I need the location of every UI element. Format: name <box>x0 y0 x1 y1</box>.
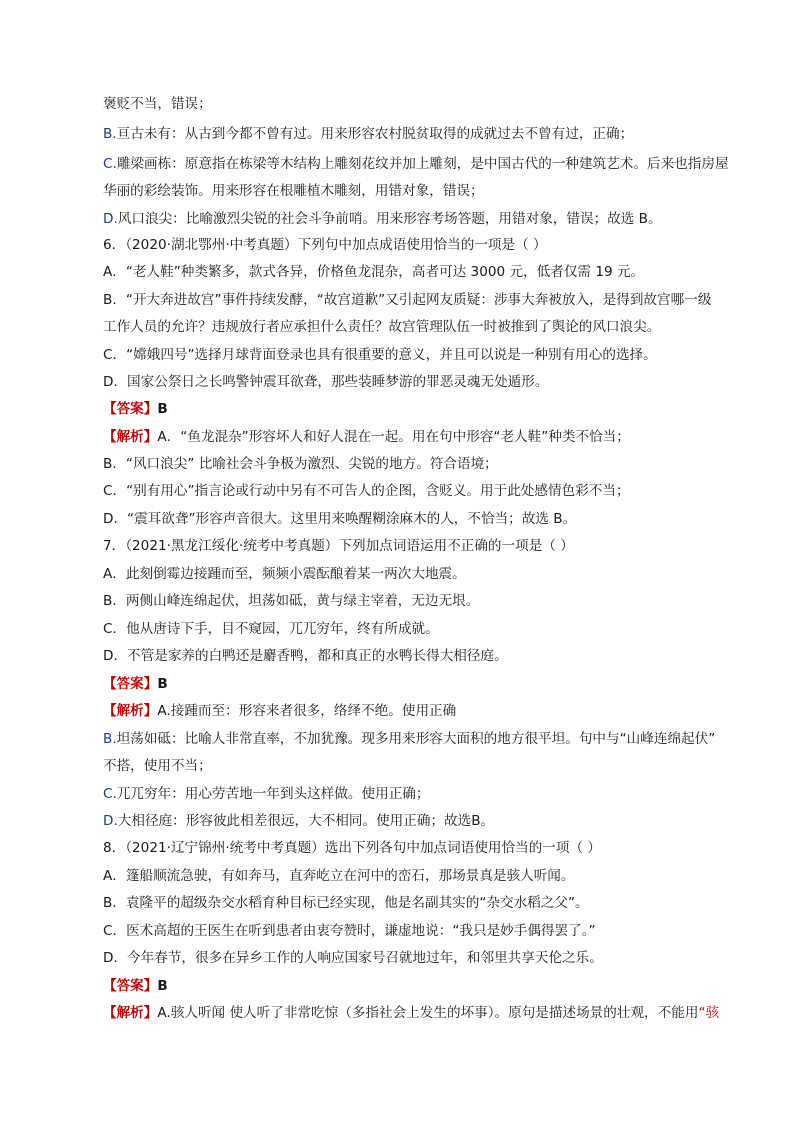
text-line: 工作人员的允许？违规放行者应承担什么责任？故宫管理队伍一时被推到了舆论的风口浪尖。 <box>103 319 661 335</box>
option-line-d: D.风口浪尖：比喻激烈尖锐的社会斗争前哨。用来形容考场答题，用错对象，错误；故选 B。 <box>103 211 662 227</box>
text-line: 华丽的彩绘装饰。用来形容在根雕植木雕刻，用错对象，错误； <box>103 183 484 199</box>
q7-option-d: D．不管是家养的白鸭还是麝香鸭，都和真正的水鸭长得大相径庭。 <box>103 648 508 664</box>
q6-option-b: B．“开大奔进故宫”事件持续发酵，“故宫道歉”又引起网友质疑：涉事大奔被放入，是得到故宫哪一级 <box>103 292 712 308</box>
q6-option-a: A．“老人鞋”种类繁多，款式各异，价格鱼龙混杂，高者可达 3000 元，低者仅需 19 元。 <box>103 264 645 280</box>
q8-option-a: A．篷船顺流急驶，有如奔马，直奔屹立在河中的峦石，那场景真是骇人听闻。 <box>103 868 575 884</box>
q7-answer: 【答案】B <box>103 676 168 692</box>
question-6-title: 6．（2020·湖北鄂州·中考真题）下列句中加点成语使用恰当的一项是（ ） <box>103 237 547 253</box>
text-line: 不搭，使用不当； <box>103 758 212 774</box>
q7-option-a: A．此刻倒霉边接踵而至，频频小震酝酿着某一两次大地震。 <box>103 566 466 582</box>
q8-analysis: 【解析】A.骇人听闻 使人听了非常吃惊（多指社会上发生的坏事）。原句是描述场景的壮观，不能用“骇 <box>103 1005 720 1021</box>
q6-analysis: 【解析】A．“鱼龙混杂”形容坏人和好人混在一起。用在句中形容“老人鞋”种类不恰当； <box>103 429 630 445</box>
q8-option-d: D．今年春节，很多在异乡工作的人响应国家号召就地过年，和邻里共享天伦之乐。 <box>103 950 603 966</box>
q7-analysis: 【解析】A.接踵而至：形容来者很多，络绎不绝。使用正确 <box>103 703 457 719</box>
q6-option-d: D．国家公祭日之长鸣警钟震耳欲聋，那些装睡梦游的罪恶灵魂无处遁形。 <box>103 374 549 390</box>
option-line-b: B.坦荡如砥：比喻人非常直率，不加犹豫。现多用来形容大面积的地方很平坦。句中与“山峰连绵起伏” <box>103 731 716 747</box>
q7-option-c: C．他从唐诗下手，目不窥园，兀兀穷年，终有所成就。 <box>103 621 439 637</box>
q8-answer: 【答案】B <box>103 978 168 994</box>
option-line-d: D.大相径庭：形容彼此相差很远，大不相同。使用正确；故选B。 <box>103 813 495 829</box>
q6-option-c: C．“嫦娥四号”选择月球背面登录也具有很重要的意义，并且可以说是一种别有用心的选择。 <box>103 347 657 363</box>
option-line-c: C.兀兀穷年：用心劳苦地一年到头这样做。使用正确； <box>103 786 430 802</box>
text-line: D．“震耳欲聋”形容声音很大。这里用来唤醒糊涂麻木的人，不恰当；故选 B。 <box>103 511 577 527</box>
q7-option-b: B．两侧山峰连绵起伏，坦荡如砥，黄与绿主宰着，无边无垠。 <box>103 593 480 609</box>
option-line-c: C.雕梁画栋：原意指在栋梁等木结构上雕刻花纹并加上雕刻，是中国古代的一种建筑艺术。后来也指房屋 <box>103 156 729 172</box>
text-line: B．“风口浪尖” 比喻社会斗争极为激烈、尖锐的地方。符合语境； <box>103 456 498 472</box>
text-line: 褒贬不当，错误； <box>103 96 212 112</box>
text-line: C．“别有用心”指言论或行动中另有不可告人的企图，含贬义。用于此处感情色彩不当； <box>103 483 630 499</box>
question-8-title: 8．（2021·辽宁锦州·统考中考真题）选出下列各句中加点词语使用恰当的一项（ ） <box>103 840 601 856</box>
q8-option-b: B．袁隆平的超级杂交水稻育种目标已经实现，他是名副其实的“杂交水稻之父”。 <box>103 895 589 911</box>
question-7-title: 7．（2021·黑龙江绥化·统考中考真题）下列加点词语运用不正确的一项是（ ） <box>103 538 574 554</box>
q6-answer: 【答案】B <box>103 401 168 417</box>
q8-option-c: C．医术高超的王医生在听到患者由衷夸赞时，谦虚地说：“我只是妙手偶得罢了。” <box>103 923 596 939</box>
option-line-b: B.亘古未有：从古到今都不曾有过。用来形容农村脱贫取得的成就过去不曾有过，正确； <box>103 126 634 142</box>
